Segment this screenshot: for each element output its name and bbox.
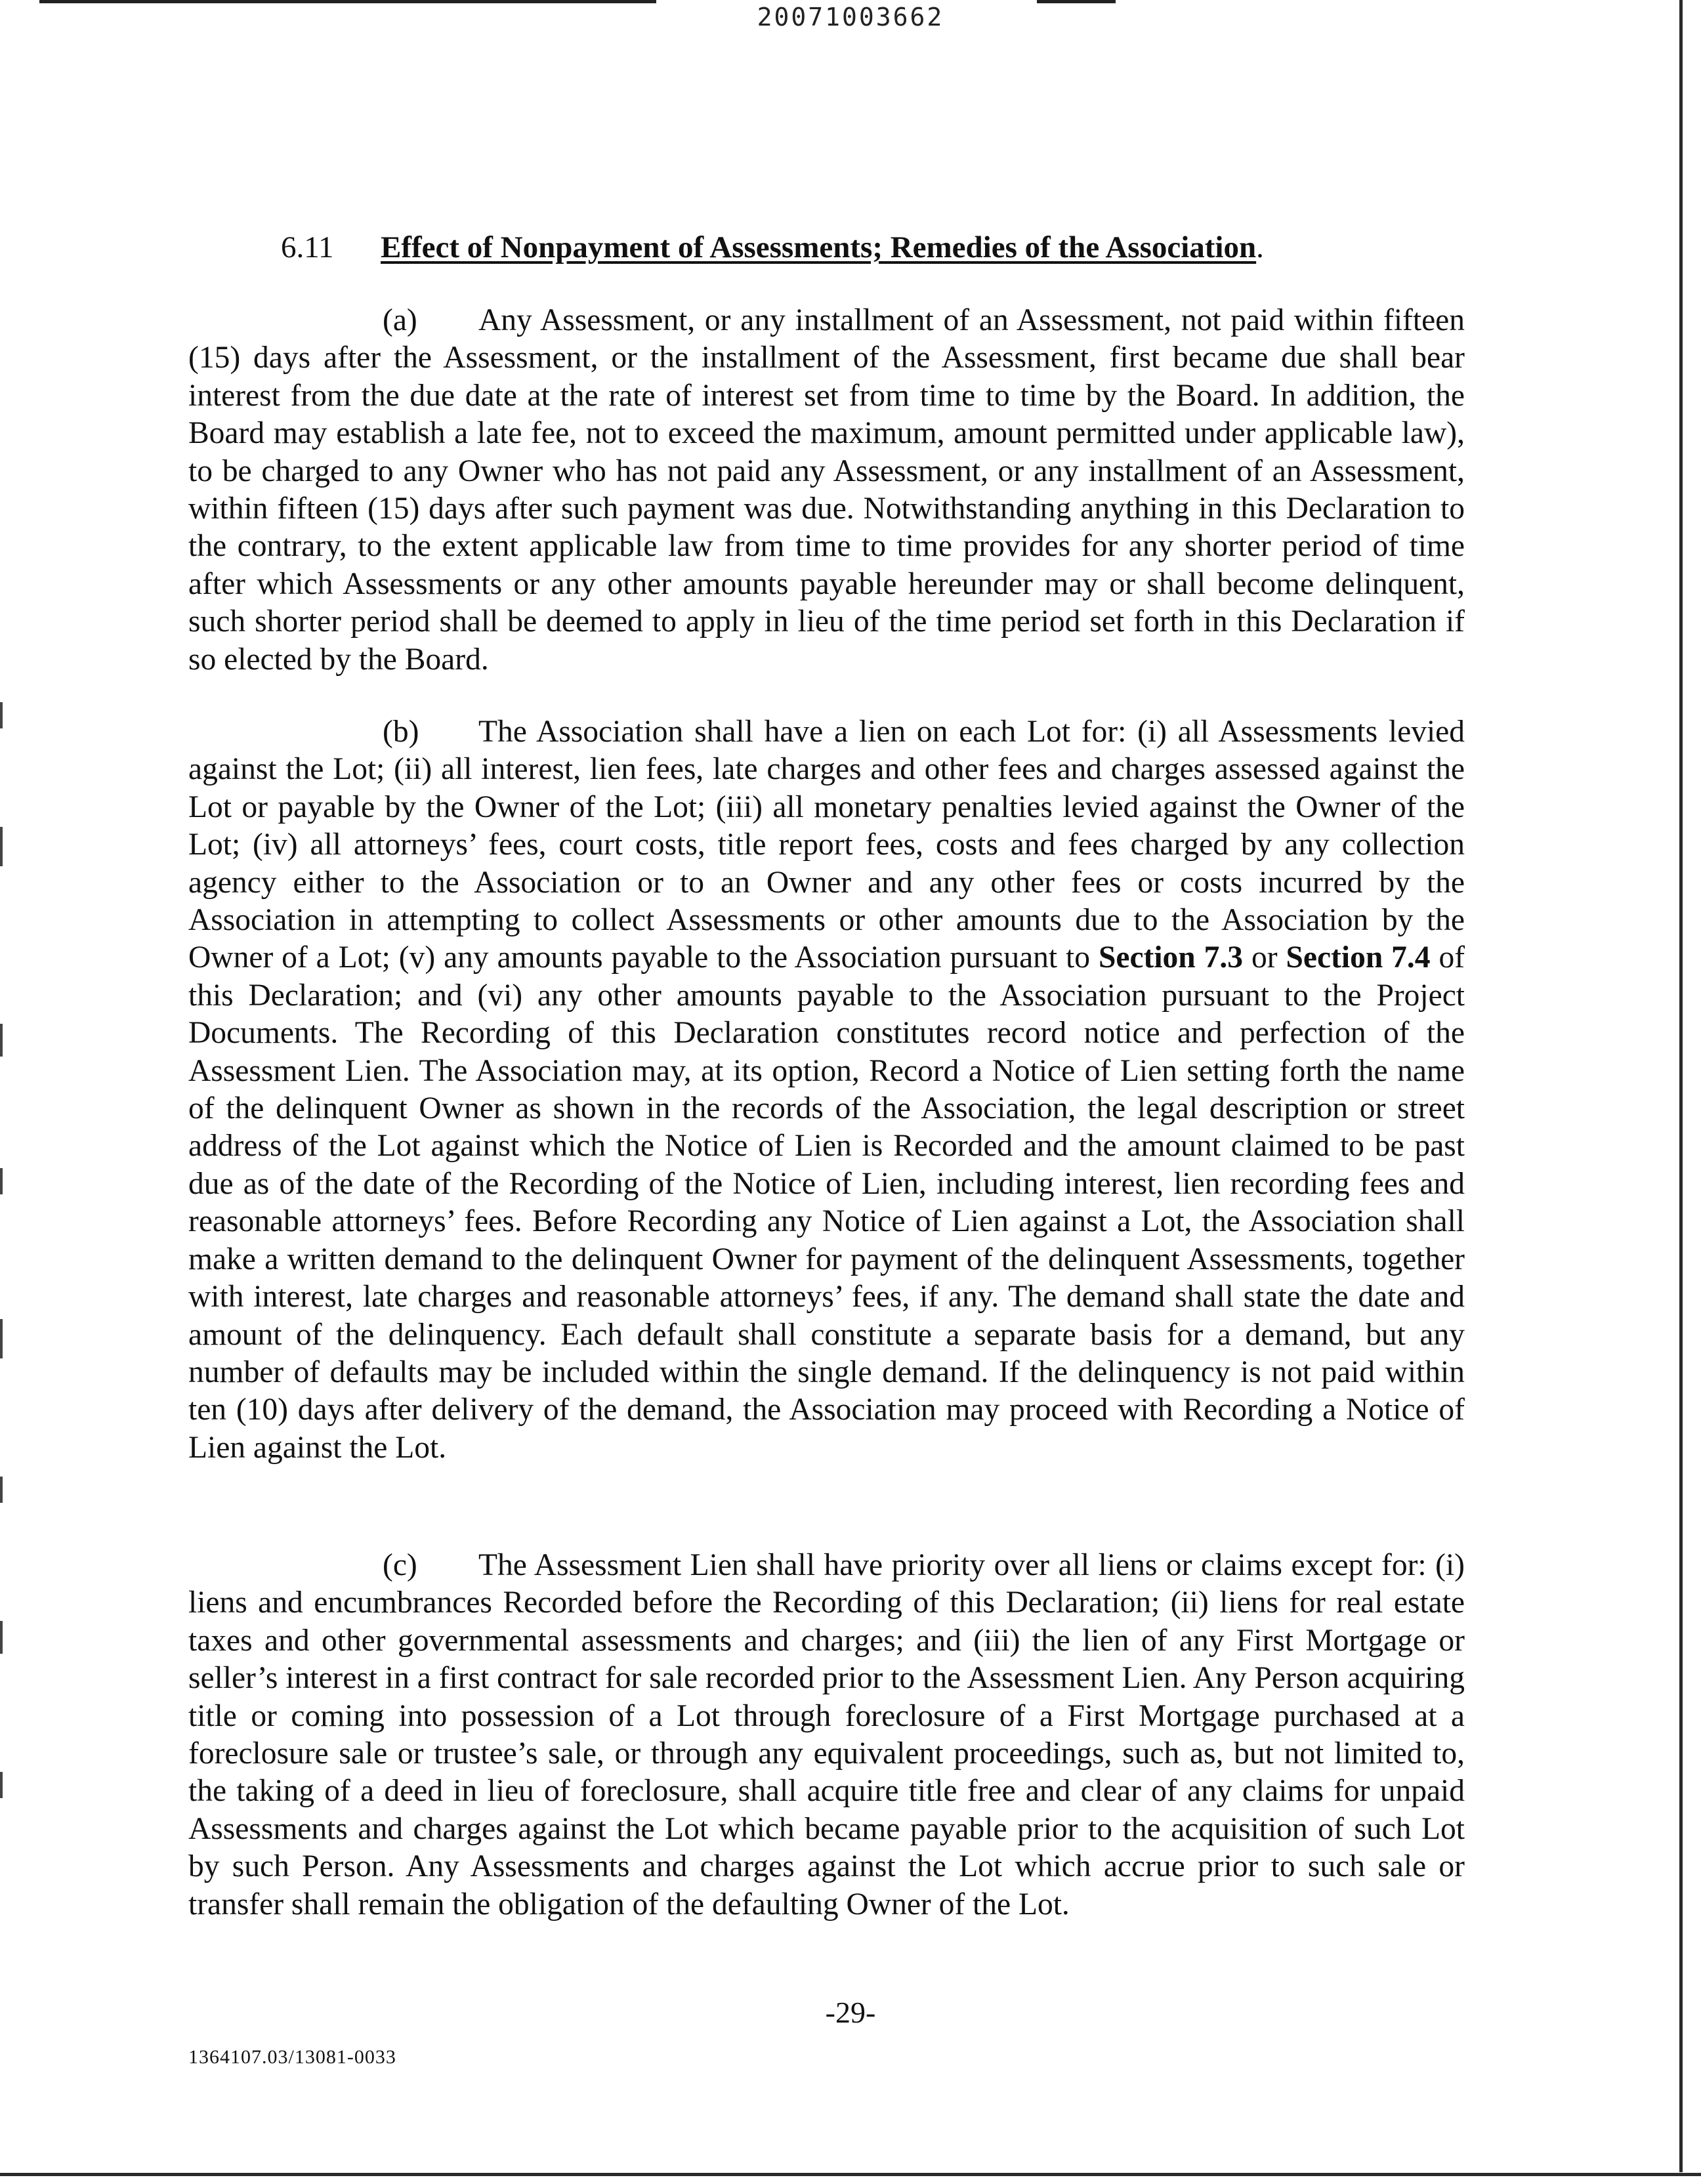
scan-margin-tick bbox=[0, 1772, 3, 1798]
paragraph-a-text: Any Assessment, or any installment of an Assessment, not paid within fifteen (15) days after the Assessment, or the installment of the Assessment, first became due shall bear interest from the due date at the rate of interest set from time to time by the Board. In addition, the Board may establish a late fee, not to exceed the maximum, amount permitted under applicable law), to be charged to any Owner who has not paid any Assessment, or any installment of an Assessment, within fifteen (15) days after such payment was due. Notwithstanding anything in this Declaration to the contrary, to the extent applicable law from time to time provides for any shorter period of time after which Assessments or any other amounts payable hereunder may or shall become delinquent, such shorter period shall be deemed to apply in lieu of the time period set forth in this Declaration if so elected by the Board. bbox=[188, 303, 1465, 677]
scan-margin-tick bbox=[0, 1168, 3, 1194]
section-title: Effect of Nonpayment of Assessments; Remedies of the Association bbox=[381, 230, 1257, 264]
paragraph-b bbox=[188, 713, 1465, 1467]
paragraph-c-text: The Assessment Lien shall have priority over all liens or claims except for: (i) liens and encumbrances Recorded before the Recording of this Declaration; (ii) liens for real estate taxes and other governmental assessments and charges; and (iii) the lien of any First Mortgage or seller’s interest in a first contract for sale recorded prior to the Assessment Lien. Any Person acquiring title or coming into possession of a Lot through foreclosure of a First Mortgage purchased at a foreclosure sale or trustee’s sale, or through any equivalent proceedings, such as, but not limited to, the taking of a deed in lieu of foreclosure, shall acquire title free and clear of any claims for unpaid Assessments and charges against the Lot which became payable prior to the acquisition of such Lot by such Person. Any Assessments and charges against the Lot which accrue prior to such sale or transfer shall remain the obligation of the defaulting Owner of the Lot. bbox=[188, 1548, 1465, 1922]
scan-margin-tick bbox=[0, 702, 3, 728]
section-reference-7-4: Section 7.4 bbox=[1286, 940, 1431, 975]
scan-margin-tick bbox=[0, 1621, 3, 1654]
page-number: -29- bbox=[825, 1996, 876, 2029]
document-reference: 1364107.03/13081-0033 bbox=[188, 2046, 396, 2068]
paragraph-b-label: (b) bbox=[383, 715, 419, 749]
paragraph-a-label: (a) bbox=[383, 303, 417, 337]
scan-margin-tick bbox=[0, 1024, 3, 1057]
scan-margin-tick bbox=[0, 1477, 3, 1503]
scan-margin-tick bbox=[0, 1319, 3, 1358]
section-heading bbox=[281, 230, 1264, 265]
paragraph-b-text-2: or bbox=[1251, 940, 1278, 975]
scan-bottom-border bbox=[0, 2173, 1701, 2176]
scan-right-border bbox=[1679, 0, 1683, 2172]
recording-number: 20071003662 bbox=[757, 3, 944, 32]
scan-margin-tick bbox=[0, 827, 3, 866]
paragraph-a bbox=[188, 302, 1465, 679]
paragraph-b-text-3: of this Declaration; and (vi) any other amounts payable to the Association pursuant to the Project Documents. The Recording of this Declaration constitutes record notice and perfection of the Assessment Lien. The Association may, at its option, Record a Notice of Lien setting forth the name of the delinquent Owner as shown in the records of the Association, the legal description or street address of the Lot against which the Notice of Lien is Recorded and the amount claimed to be past due as of the date of the Recording of the Notice of Lien, including interest, lien recording fees and reasonable attorneys’ fees. Before Recording any Notice of Lien against a Lot, the Association shall make a written demand to the delinquent Owner for payment of the delinquent Assessments, together with interest, late charges and reasonable attorneys’ fees, if any. The demand shall state the date and amount of the delinquency. Each default shall constitute a separate basis for a demand, but any number of defaults may be included within the single demand. If the delinquency is not paid within ten (10) days after delivery of the demand, the Association may proceed with Recording a Notice of Lien against the Lot. bbox=[188, 940, 1465, 1465]
paragraph-c bbox=[188, 1547, 1465, 1923]
section-title-period: . bbox=[1256, 230, 1264, 264]
paragraph-b-text-1: The Association shall have a lien on each Lot for: (i) all Assessments levied against the Lot; (ii) all interest, lien fees, late charges and other fees and charges assessed against the Lot or payable by the Owner of the Lot; (iii) all monetary penalties levied against the Owner of the Lot; (iv) all attorneys’ fees, court costs, title report fees, costs and fees charged by any collection agency either to the Association or to an Owner and any other fees or costs incurred by the Association in attempting to collect Assessments or other amounts due to the Association by the Owner of a Lot; (v) any amounts payable to the Association pursuant to bbox=[188, 715, 1465, 975]
section-number: 6.11 bbox=[281, 230, 334, 264]
paragraph-c-label: (c) bbox=[383, 1548, 417, 1582]
section-reference-7-3: Section 7.3 bbox=[1098, 940, 1244, 975]
